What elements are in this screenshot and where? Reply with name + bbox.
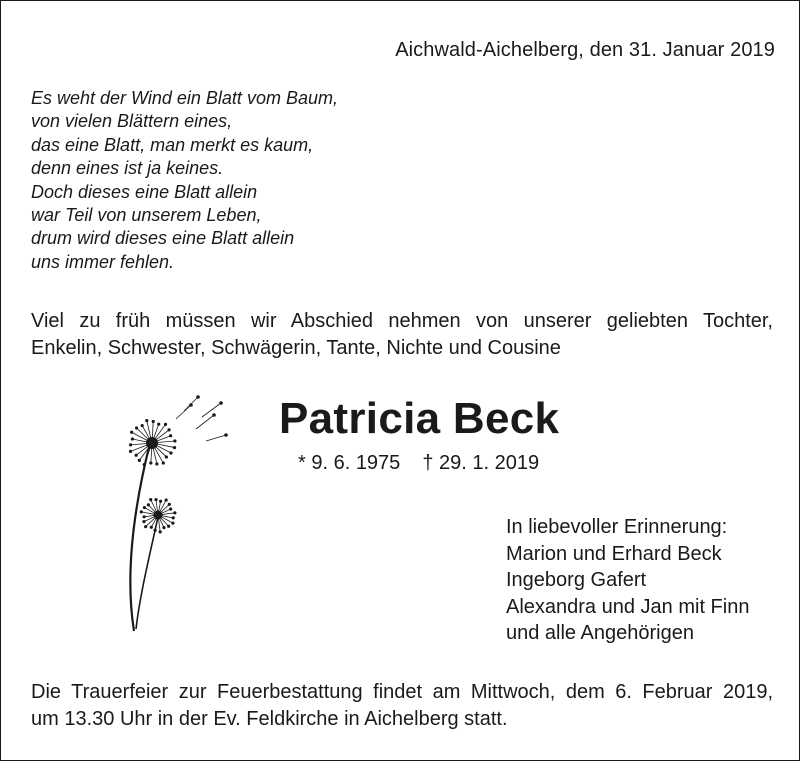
intro-line: Enkelin, Schwester, Schwägerin, Tante, Nichte und Cousine [31,337,561,359]
funeral-info [31,679,773,732]
poem-line: war Teil von unserem Leben, [31,205,262,226]
poem-line: das eine Blatt, man merkt es kaum, [31,134,314,155]
mourner-line: und alle Angehörigen [506,622,694,644]
poem-line: drum wird dieses eine Blatt allein [31,228,295,249]
poem-line: denn eines ist ja keines. [31,158,224,179]
deceased-name: Patricia Beck [279,394,560,443]
funeral-line: um 13.30 Uhr in der Ev. Feldkirche in Aichelberg statt. [31,707,508,730]
poem-line: uns immer fehlen. [31,251,175,272]
death-date: † 29. 1. 2019 [422,452,540,474]
birth-date: * 9. 6. 1975 [298,452,401,474]
life-dates [298,452,539,475]
poem [31,87,338,274]
mourners-heading: In liebevoller Erinnerung: [506,516,728,538]
place-date: Aichwald-Aichelberg, den 31. Januar 2019 [395,39,775,61]
poem-line: Es weht der Wind ein Blatt vom Baum, [31,88,338,108]
poem-line: Doch dieses eine Blatt allein [31,181,258,202]
poem-line: von vielen Blättern eines, [31,111,233,132]
mourner-line: Marion und Erhard Beck [506,542,722,565]
farewell-intro [31,308,773,362]
funeral-line: Die Trauerfeier zur Feuerbestattung findet am Mittwoch, dem 6. Februar 2019, [31,681,773,703]
dandelion-icon [106,389,246,639]
mourner-line: Ingeborg Gafert [506,569,647,591]
intro-line: Viel zu früh müssen wir Abschied nehmen von unserer geliebten Tochter, [31,310,773,332]
mourner-line: Alexandra und Jan mit Finn [506,595,750,618]
mourners-list [506,514,749,647]
